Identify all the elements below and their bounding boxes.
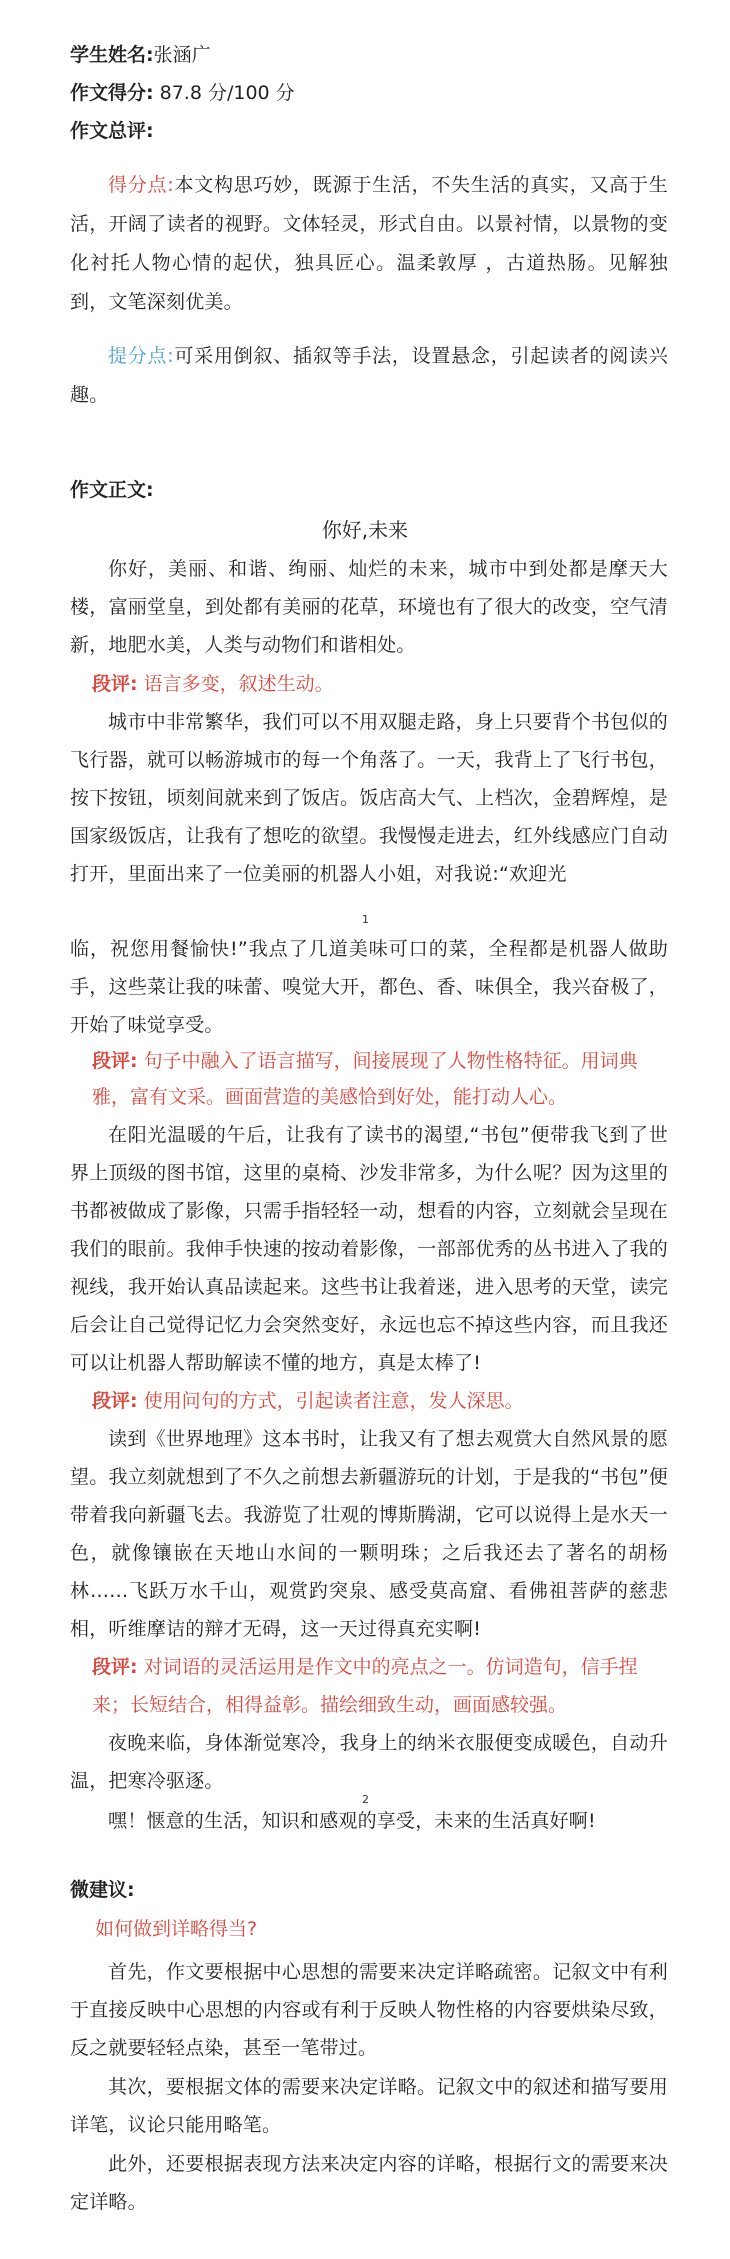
student-name-value: 张涵广 [153, 44, 211, 66]
comment-text: 语言多变，叙述生动。 [143, 673, 334, 695]
advice-label: 微建议: [70, 1879, 135, 1901]
merit-paragraph [70, 166, 668, 322]
comment-tag: 段评: [92, 1656, 138, 1678]
essay-paragraph-2-part-2: 临，祝您用餐愉快!”我点了几道美味可口的菜，全程都是机器人做助手，这些菜让我的味蕾、嗅觉大开，都色、香、味俱全，我兴奋极了，开始了味觉享受。 [70, 938, 668, 1036]
comment-text: 对词语的灵活运用是作文中的亮点之一。仿词造句，信手捏来；长短结合，相得益彰。描绘细致生动，画面感较强。 [92, 1656, 638, 1716]
footnote-marker-2: 2 [362, 1793, 369, 1806]
footnote-marker-1: 1 [362, 913, 369, 926]
comment-text: 句子中融入了语言描写，间接展现了人物性格特征。用词典雅，富有文采。画面营造的美感恰到好处，能打动人心。 [92, 1050, 638, 1108]
advice-paragraph-2: 其次，要根据文体的需要来决定详略。记叙文中的叙述和描写要用详笔，议论只能用略笔。 [70, 2076, 668, 2136]
essay-paragraph-3: 在阳光温暖的午后，让我有了读书的渴望,“书包”便带我飞到了世界上顶级的图书馆，这里的桌椅、沙发非常多，为什么呢？因为这里的书都被做成了影像，只需手指轻轻一动，想看的内容，立刻就会呈现在我们的眼前。我伸手快速的按动着影像，一部部优秀的丛书进入了我的视线，我开始认真品读起来。这些书让我着迷，进入思考的天堂，读完后会让自己觉得记忆力会突然变好，永远也忘不掉这些内容，而且我还可以让机器人帮助解读不懂的地方，真是太棒了! [70, 1124, 668, 1374]
improve-paragraph [70, 337, 668, 415]
paragraph-comment-3 [92, 1382, 672, 1420]
paragraph-comment-4 [92, 1648, 672, 1724]
essay-paragraph-1: 你好，美丽、和谐、绚丽、灿烂的未来，城市中到处都是摩天大楼，富丽堂皇，到处都有美丽的花草，环境也有了很大的改变，空气清新，地肥水美，人类与动物们和谐相处。 [70, 558, 668, 656]
essay-paragraph-6: 嘿！惬意的生活，知识和感观的享受，未来的生活真好啊! [108, 1810, 596, 1832]
score-line [70, 78, 670, 108]
essay-paragraph-4: 读到《世界地理》这本书时，让我又有了想去观赏大自然风景的愿望。我立刻就想到了不久之前想去新疆游玩的计划，于是我的“书包”便带着我向新疆飞去。我游览了壮观的博斯腾湖，它可以说得上是水天一色，就像镶嵌在天地山水间的一颗明珠；之后我还去了著名的胡杨林……飞跃万水千山，观赏趵突泉、感受莫高窟、看佛祖菩萨的慈悲相，听维摩诘的辩才无碍，这一天过得真充实啊! [70, 1428, 668, 1640]
merit-label: 得分点: [108, 174, 174, 196]
merit-text: 本文构思巧妙，既源于生活，不失生活的真实，又高于生活，开阔了读者的视野。文体轻灵，形式自由。以景衬情，以景物的变化衬托人物心情的起伏，独具匠心。温柔敦厚 ，古道热肠。见解独到，文笔深刻优美。 [70, 174, 668, 313]
comment-tag: 段评: [92, 1050, 138, 1072]
essay-section-label: 作文正文: [70, 479, 154, 501]
paragraph-comment-1 [92, 665, 672, 703]
essay-paragraph-2-part-1: 城市中非常繁华，我们可以不用双腿走路，身上只要背个书包似的飞行器，就可以畅游城市的每一个角落了。一天，我背上了飞行书包，按下按钮，顷刻间就来到了饭店。饭店高大气、上档次，金碧辉煌，是国家级饭店，让我有了想吃的欲望。我慢慢走进去，红外线感应门自动打开，里面出来了一位美丽的机器人小姐，对我说:“欢迎光 [70, 711, 668, 885]
essay-title: 你好,未来 [321, 518, 409, 542]
overall-review-label: 作文总评: [70, 120, 154, 142]
score-value: 87.8 分/100 分 [159, 82, 295, 104]
student-name-label: 学生姓名: [70, 44, 154, 66]
paragraph-comment-2 [92, 1043, 672, 1115]
comment-tag: 段评: [92, 1390, 138, 1412]
advice-paragraph-3: 此外，还要根据表现方法来决定内容的详略，根据行文的需要来决定详略。 [70, 2153, 668, 2213]
essay-paragraph-5: 夜晚来临，身体渐觉寒冷，我身上的纳米衣服便变成暖色，自动升温，把寒冷驱逐。 [70, 1732, 668, 1792]
improve-text: 可采用倒叙、插叙等手法，设置悬念，引起读者的阅读兴趣。 [70, 345, 668, 406]
comment-text: 使用问句的方式，引起读者注意，发人深思。 [143, 1390, 524, 1412]
score-label: 作文得分: [70, 82, 154, 104]
advice-paragraph-1: 首先，作文要根据中心思想的需要来决定详略疏密。记叙文中有利于直接反映中心思想的内容或有利于反映人物性格的内容要烘染尽致，反之就要轻轻点染，甚至一笔带过。 [70, 1961, 668, 2059]
advice-question: 如何做到详略得当? [95, 1918, 258, 1940]
student-name-line [70, 40, 670, 70]
improve-label: 提分点: [108, 345, 174, 367]
comment-tag: 段评: [92, 673, 138, 695]
